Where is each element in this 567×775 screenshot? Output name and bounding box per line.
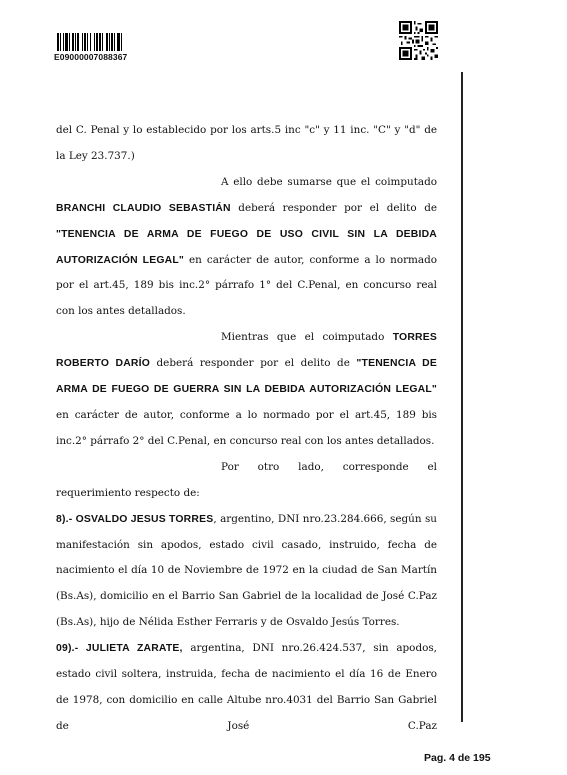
- item-number: 8).-: [56, 513, 73, 525]
- paragraph-intro: A ello debe sumarse que el coimputado: [221, 175, 437, 188]
- paragraph-torres-roberto: [56, 325, 437, 455]
- barcode-number: E09000007088367: [54, 52, 128, 62]
- barcode: [57, 33, 135, 51]
- defendant-name: OSVALDO JESUS TORRES: [72, 513, 214, 525]
- crime-charge: "TENENCIA DE ARMA DE FUEGO DE GUERRA SIN LA DEBIDA AUTORIZACIÓN LEGAL": [56, 358, 438, 396]
- crime-charge: "TENENCIA DE ARMA DE FUEGO DE USO CIVIL SIN LA DEBIDA AUTORIZACIÓN LEGAL": [56, 228, 437, 266]
- paragraph-text: en carácter de autor, conforme a lo normado por el art.45, 189 bis inc.2° párrafo 2° del C.Penal, en concurso real con los antes detallados.: [56, 408, 437, 447]
- paragraph-text: deberá responder por el delito de: [149, 357, 357, 370]
- qr-code-icon: [399, 21, 438, 60]
- paragraph-text: , argentino, DNI nro.23.284.666, según su manifestación sin apodos, estado civil casado, instruido, fecha de nacimiento el día 10 de Noviembre de 1972 en la ciudad de San Martín (Bs.As), domicilio en el Barrio San Gabriel de la localidad de José C.Paz (Bs.As), hijo de Nélida Esther Ferraris y de Osvaldo Jesús Torres.: [56, 512, 437, 629]
- page-number: Pag. 4 de 195: [424, 752, 491, 764]
- paragraph-text: argentina, DNI nro.26.424.537, sin apodos, estado civil soltera, instruida, fecha de nacimiento el día 16 de Enero de 1978, con domicilio en calle Altube nro.4031 del Barrio San Gabriel de José C.Paz: [56, 642, 437, 732]
- paragraph-branchi: [56, 170, 437, 325]
- document-body: [56, 118, 437, 740]
- paragraph-law-reference: del C. Penal y lo establecido por los arts.5 inc "c" y 11 inc. "C" y "d" de la Ley 23.737.): [56, 124, 437, 162]
- paragraph-julieta: [56, 636, 437, 740]
- paragraph-text: en carácter de autor, conforme a lo normado por el art.45, 189 bis inc.2° párrafo 1° del C.Penal, en concurso real con los antes detallados.: [56, 253, 438, 318]
- item-number: 09).-: [56, 643, 79, 655]
- paragraph-requirement: Por otro lado, corresponde el requerimiento respecto de:: [56, 460, 437, 499]
- defendant-name: TORRES ROBERTO DARÍO: [56, 332, 437, 370]
- paragraph-osvaldo: [56, 507, 437, 637]
- margin-rule: [461, 72, 463, 722]
- paragraph-text: deberá responder por el delito de: [230, 201, 437, 214]
- defendant-name: JULIETA ZARATE,: [78, 643, 183, 655]
- defendant-name: BRANCHI CLAUDIO SEBASTIÁN: [56, 202, 231, 214]
- paragraph-intro: Mientras que el coimputado: [221, 331, 393, 344]
